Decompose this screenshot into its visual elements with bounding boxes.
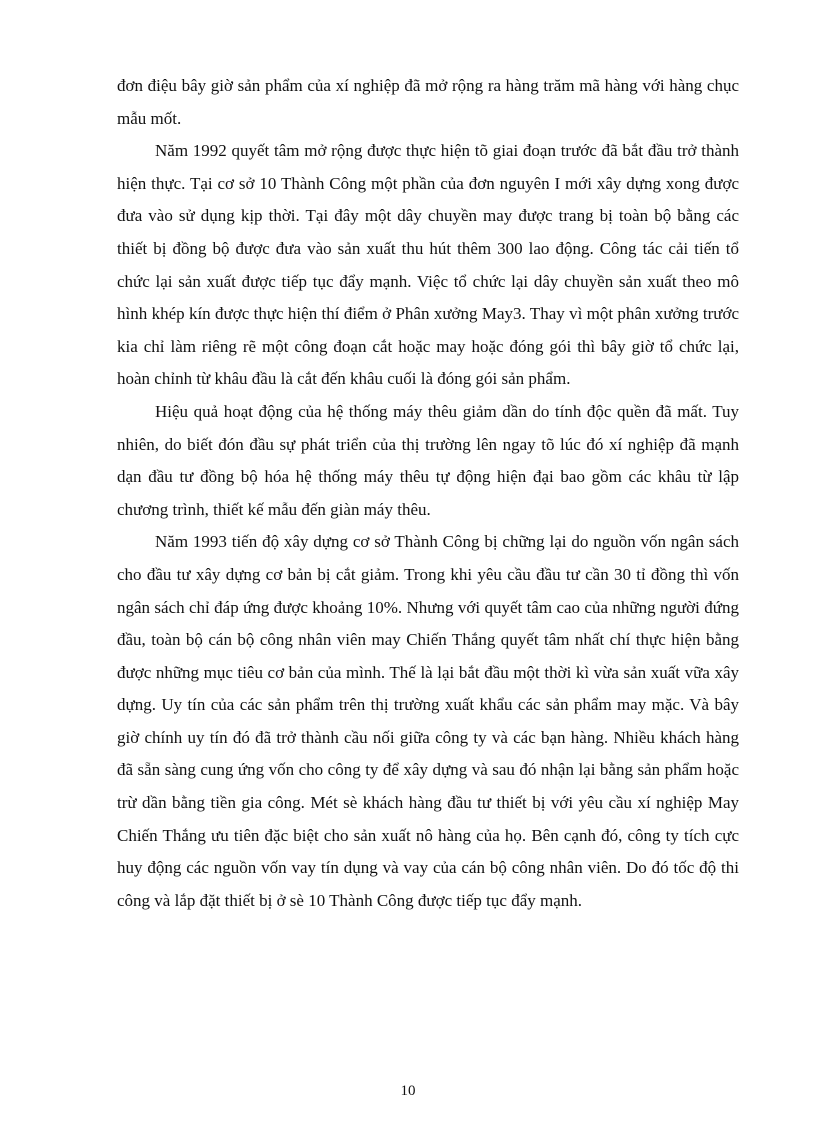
paragraph-embroidery: Hiệu quả hoạt động của hệ thống máy thêu giảm dần do tính độc quền đã mất. Tuy nhiên, do biết đón đầu sự phát triển của thị trường lên ngay tõ lúc đó xí nghiệp đã mạnh dạn đầu tư đồng bộ hóa hệ thống máy thêu tự động hiện đại bao gồm các khâu từ lập chương trình, thiết kế mẫu đến giàn máy thêu. xyxy=(117,401,739,519)
paragraph-1993: Năm 1993 tiến độ xây dựng cơ sở Thành Công bị chững lại do nguồn vốn ngân sách cho đầu tư xây dựng cơ bản bị cắt giảm. Trong khi yêu cầu đầu tư cần 30 tỉ đồng thì vốn ngân sách chỉ đáp ứng được khoảng 10%. Nhưng với quyết tâm cao của những người đứng đầu, toàn bộ cán bộ công nhân viên may Chiến Thắng quyết tâm nhất chí thực hiện bằng được những mục tiêu cơ bản của mình. Thế là lại bắt đầu một thời kì vừa sản xuất vữa xây dựng. Uy tín của các sản phẩm trên thị trường xuất khẩu các sản phẩm may mặc. Và bây giờ chính uy tín đó đã trở thành cầu nối giữa công ty và các bạn hàng. Nhiều khách hàng đã sẵn sàng cung ứng vốn cho công ty để xây dựng và sau đó nhận lại bằng sản phẩm hoặc trừ dần bằng tiền gia công. Mét sè khách hàng đầu tư thiết bị với yêu cầu xí nghiệp May Chiến Thắng ưu tiên đặc biệt cho sản xuất nô hàng của họ. Bên cạnh đó, công ty tích cực huy động các nguồn vốn vay tín dụng và vay của cán bộ công nhân viên. Do đó tốc độ thi công và lắp đặt thiết bị ở sè 10 Thành Công được tiếp tục đẩy mạnh. xyxy=(117,532,739,910)
paragraph-continuation: đơn điệu bây giờ sản phẩm của xí nghiệp đã mở rộng ra hàng trăm mã hàng với hàng chục mẫu mốt. xyxy=(117,76,739,128)
page-number: 10 xyxy=(400,1083,416,1099)
document-body xyxy=(117,70,739,917)
paragraph-1992: Năm 1992 quyết tâm mở rộng được thực hiện tõ giai đoạn trước đã bắt đầu trở thành hiện thực. Tại cơ sở 10 Thành Công một phần của đơn nguyên I mới xây dựng xong được đưa vào sử dụng kịp thời. Tại đây một dây chuyền may được trang bị toàn bộ bằng các thiết bị đồng bộ được đưa vào sản xuất thu hút thêm 300 lao động. Công tác cải tiến tổ chức lại sản xuất được tiếp tục đẩy mạnh. Việc tổ chức lại dây chuyền sản xuất theo mô hình khép kín được thực hiện thí điểm ở Phân xưởng May3. Thay vì một phân xưởng trước kia chỉ làm riêng rẽ một công đoạn cắt hoặc may hoặc đóng gói thì bây giờ tổ chức lại, hoàn chỉnh từ khâu đầu là cắt đến khâu cuối là đóng gói sản phẩm. xyxy=(117,141,739,389)
